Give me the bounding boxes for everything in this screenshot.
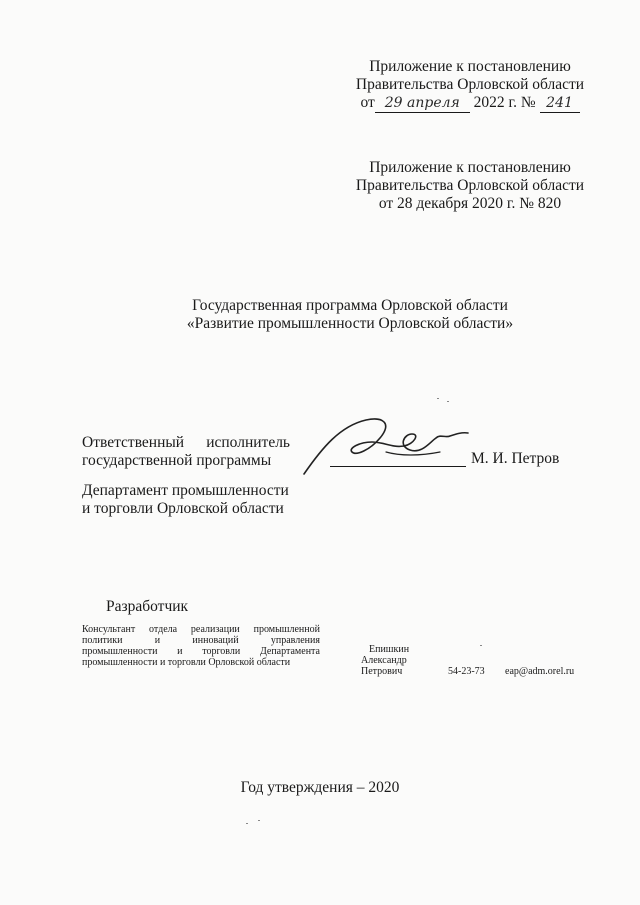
appendix-government: Правительства Орловской области <box>355 177 585 194</box>
appendix-title: Приложение к постановлению <box>369 159 571 176</box>
position-word: Консультант <box>82 624 136 635</box>
position-word: реализации <box>190 624 240 635</box>
scan-speck <box>246 823 248 824</box>
program-title-line1: Государственная программа Орловской области <box>192 297 508 314</box>
department <box>82 482 289 518</box>
position-line2 <box>82 635 320 646</box>
developer-position <box>82 624 320 668</box>
developer-surname: Епишкин <box>369 644 410 655</box>
handwritten-signature <box>300 412 480 478</box>
appendix-date: от 28 декабря 2020 г. № 820 <box>378 195 562 212</box>
developer-email: eap@adm.orel.ru <box>505 666 575 677</box>
scan-speck <box>258 820 260 821</box>
position-line1 <box>82 624 320 635</box>
date-prefix: от <box>360 94 375 111</box>
position-word: и <box>177 646 183 657</box>
developer-name <box>361 644 409 677</box>
responsible-executor <box>82 434 290 470</box>
scan-speck <box>447 401 449 402</box>
position-word: торговли <box>202 646 241 657</box>
position-line3 <box>82 646 320 657</box>
responsible-line2: государственной программы <box>82 452 272 469</box>
scan-speck <box>437 398 439 399</box>
position-word: политики <box>82 635 123 646</box>
position-word: отдела <box>149 624 178 635</box>
department-line2: и торговли Орловской области <box>82 500 284 517</box>
approval-year: Год утверждения – 2020 <box>240 779 400 796</box>
scan-speck <box>480 645 482 646</box>
appendix-header-old <box>330 159 610 213</box>
position-word: промышленности <box>82 646 158 657</box>
position-word: управления <box>270 635 320 646</box>
developer-heading: Разработчик <box>106 598 189 615</box>
position-word: инноваций <box>192 635 239 646</box>
developer-firstname: Александр <box>361 655 407 666</box>
responsible-word1: Ответственный <box>82 434 185 451</box>
position-line4: промышленности и торговли Орловской области <box>82 657 291 668</box>
appendix-date-line <box>330 94 610 113</box>
position-word: и <box>154 635 161 646</box>
position-word: промышленной <box>253 624 320 635</box>
program-title-line2: «Развитие промышленности Орловской области» <box>186 315 514 332</box>
date-year: 2022 г. № <box>473 94 536 111</box>
appendix-government: Правительства Орловской области <box>355 76 585 93</box>
appendix-title: Приложение к постановлению <box>369 58 571 75</box>
department-line1: Департамент промышленности <box>82 482 289 499</box>
handwritten-number: 241 <box>540 94 580 113</box>
position-word: Департамента <box>259 646 320 657</box>
signer-name: М. И. Петров <box>471 450 560 467</box>
responsible-line1 <box>82 434 290 452</box>
program-title <box>150 297 550 333</box>
developer-phone: 54-23-73 <box>448 666 485 677</box>
appendix-header-new <box>330 58 610 113</box>
developer-patronymic: Петрович <box>361 666 403 677</box>
handwritten-date: 29 апреля <box>375 94 470 113</box>
responsible-word2: исполнитель <box>206 434 290 451</box>
